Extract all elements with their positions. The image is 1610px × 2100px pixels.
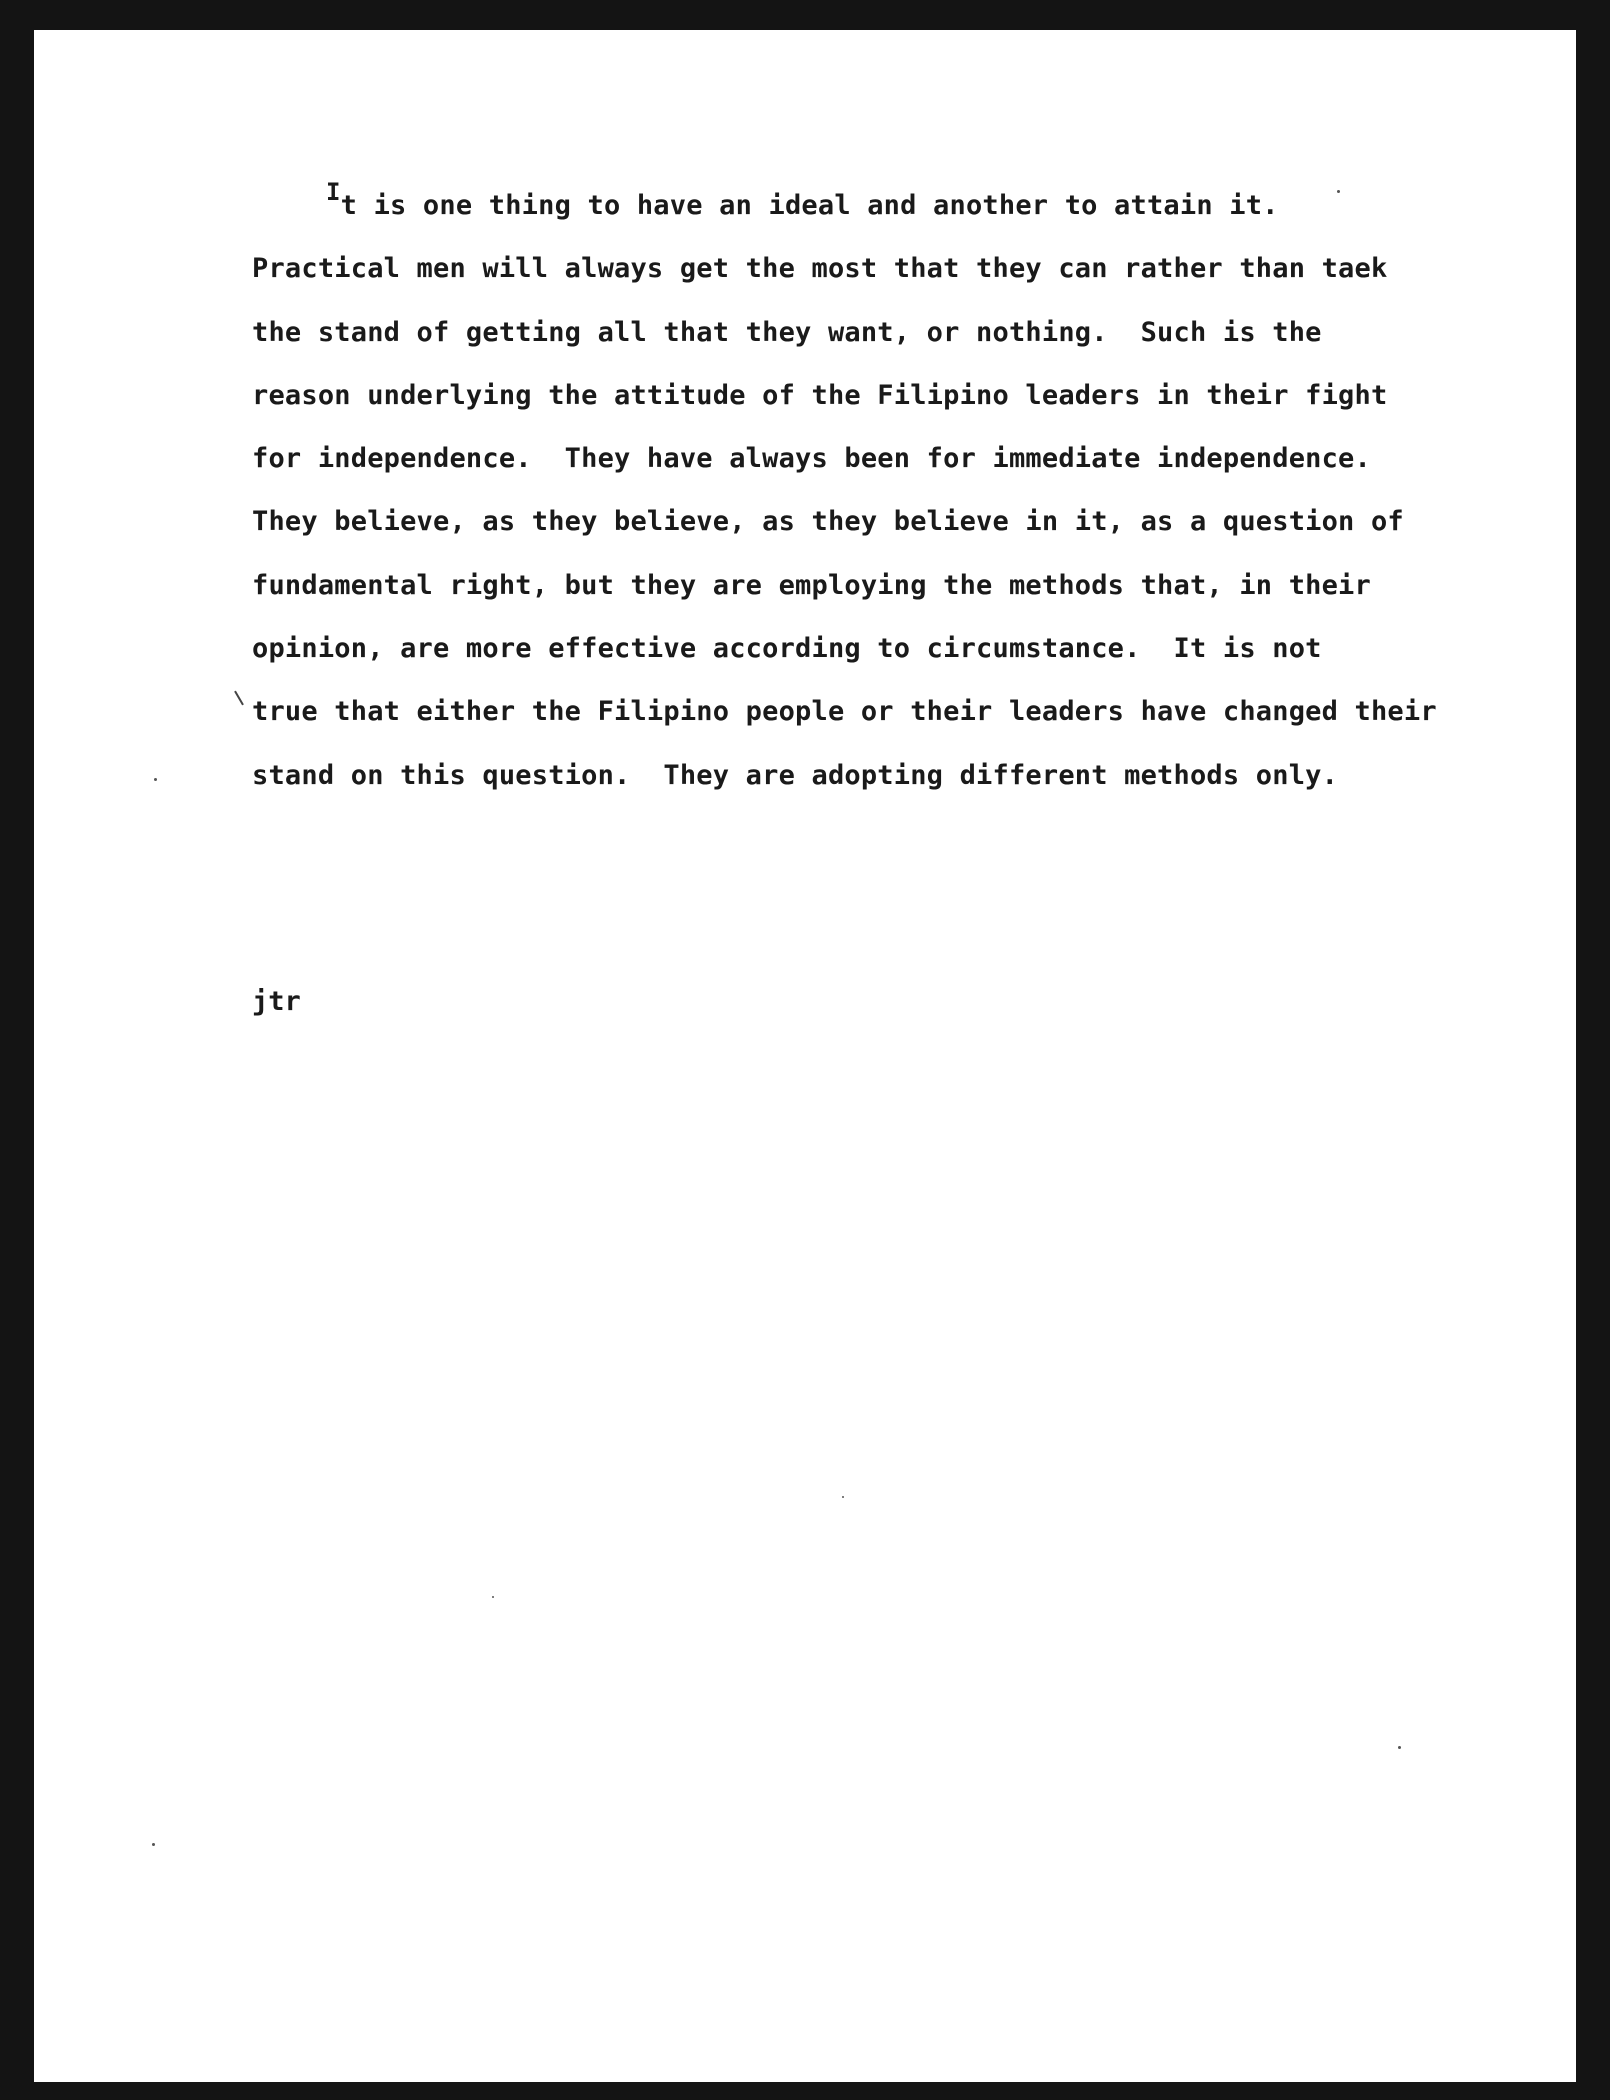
paragraph-line-9: true that either the Filipino people or their leaders have changed their (252, 696, 1437, 728)
line-1-text: t is one thing to have an ideal and another to attain it. (340, 190, 1279, 221)
dust-speck (492, 1596, 494, 1598)
dust-speck (1337, 190, 1340, 193)
paragraph-line-10: stand on this question. They are adopting different methods only. (252, 759, 1339, 791)
dust-speck (1398, 1746, 1401, 1749)
paragraph-line-1 (252, 174, 1512, 237)
typed-paragraph (252, 174, 1512, 807)
raised-initial-letter: I (326, 178, 341, 206)
dust-speck (152, 1843, 155, 1846)
paragraph-line-7: fundamental right, but they are employing the methods that, in their (252, 569, 1371, 601)
paragraph-line-2: Practical men will always get the most that they can rather than taek (252, 253, 1388, 285)
paragraph-line-8: opinion, are more effective according to circumstance. It is not (252, 633, 1322, 665)
paragraph-line-6: They believe, as they believe, as they believe in it, as a question of (252, 506, 1404, 538)
dust-speck (154, 778, 157, 781)
paragraph-line-3: the stand of getting all that they want, or nothing. Such is the (252, 316, 1322, 348)
paragraph-line-4: reason underlying the attitude of the Filipino leaders in their fight (252, 379, 1388, 411)
dust-speck (842, 1496, 844, 1498)
typist-initials: jtr (252, 986, 301, 1017)
paragraph-line-5: for independence. They have always been for immediate independence. (252, 443, 1371, 475)
